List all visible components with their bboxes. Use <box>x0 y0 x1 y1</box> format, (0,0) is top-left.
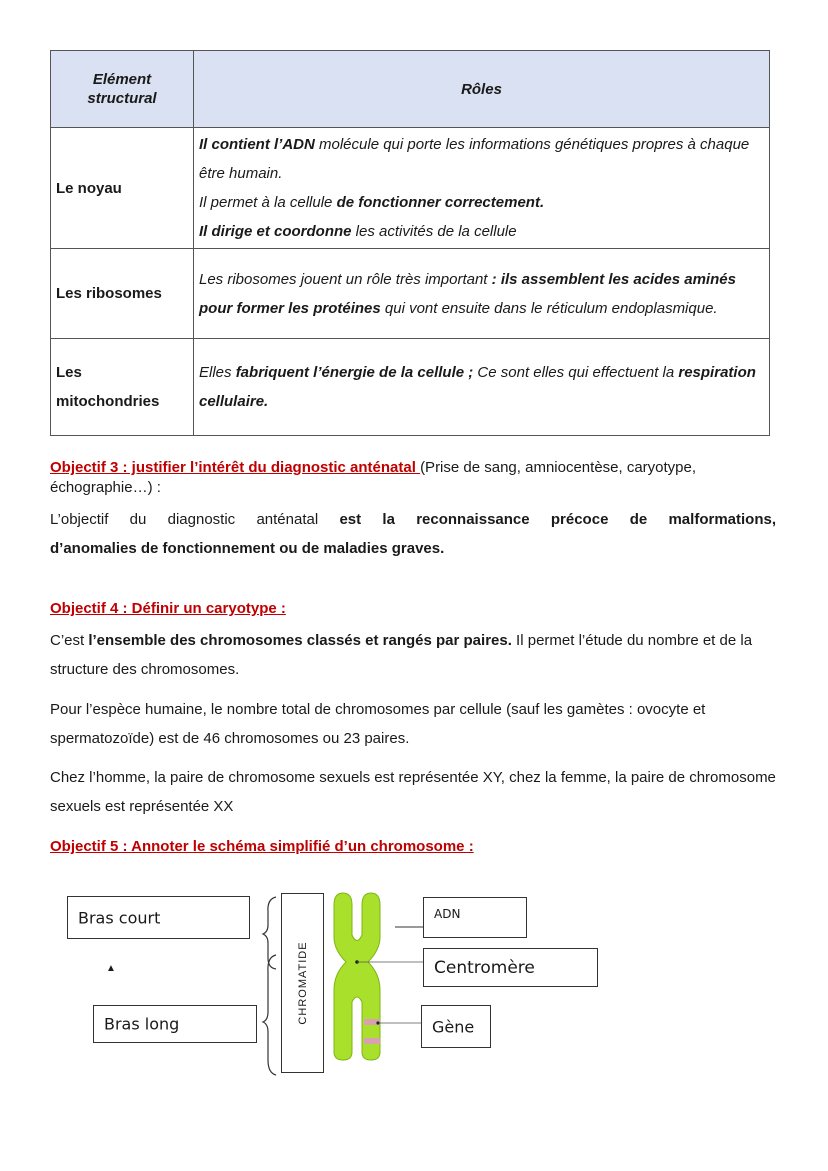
objectif4-paragraph-2: Pour l’espèce humaine, le nombre total de chromosomes par cellule (sauf les gamètes : ovocyte et spermatozoïde) est de 46 chromosomes ou 23 paires. <box>50 701 706 747</box>
gene-band <box>364 1038 380 1044</box>
row-roles: Elles fabriquent l’énergie de la cellule ; Ce sont elles qui effectuent la respiration cellulaire. <box>194 339 770 436</box>
header-roles: Rôles <box>194 51 770 128</box>
label-centromere: Centromère <box>423 948 598 987</box>
chromosome-shape <box>334 893 380 1060</box>
label-adn: ADN <box>423 897 527 938</box>
objectif3-paragraph: L’objectif du diagnostic anténatal est la reconnaissance précoce de malformations, d’anomalies de fonctionnement ou de maladies graves. <box>50 511 776 557</box>
brace-long-arm <box>263 955 276 1075</box>
row-roles: Les ribosomes jouent un rôle très important : ils assemblent les acides aminés pour former les protéines qui vont ensuite dans le réticulum endoplasmique. <box>194 249 770 339</box>
label-bras-long: Bras long <box>93 1005 257 1043</box>
objectif4-paragraph-1: C’est l’ensemble des chromosomes classés et rangés par paires. Il permet l’étude du nombre et de la structure des chromosomes. <box>50 632 753 678</box>
objectif3-heading: Objectif 3 : justifier l’intérêt du diagnostic anténatal (Prise de sang, amniocentèse, caryotype, échographie…) : <box>50 459 697 496</box>
role-line: Il permet à la cellule de fonctionner correctement. <box>199 194 545 211</box>
brace-short-arm <box>263 897 276 969</box>
label-gene: Gène <box>421 1005 491 1048</box>
objectif4-heading: Objectif 4 : Définir un caryotype : <box>50 600 286 617</box>
row-element: Les mitochondries <box>51 339 194 436</box>
row-element: Le noyau <box>51 128 194 249</box>
label-bras-court: Bras court <box>67 896 250 939</box>
objectif4-paragraph-3: Chez l’homme, la paire de chromosome sexuels est représentée XY, chez la femme, la paire de chromosome sexuels est représentée XX <box>50 769 776 815</box>
row-element: Les ribosomes <box>51 249 194 339</box>
gene-dot <box>376 1021 379 1024</box>
role-line: Il dirige et coordonne les activités de la cellule <box>199 223 517 240</box>
role-line: Il contient l’ADN molécule qui porte les informations génétiques propres à chaque être humain. <box>199 136 750 182</box>
up-arrow-icon: ▲ <box>106 963 116 974</box>
header-element-structural: Elément structural <box>51 51 194 128</box>
objectif5-heading: Objectif 5 : Annoter le schéma simplifié d’un chromosome : <box>50 838 474 855</box>
label-chromatide: CHROMATIDE <box>281 893 324 1073</box>
